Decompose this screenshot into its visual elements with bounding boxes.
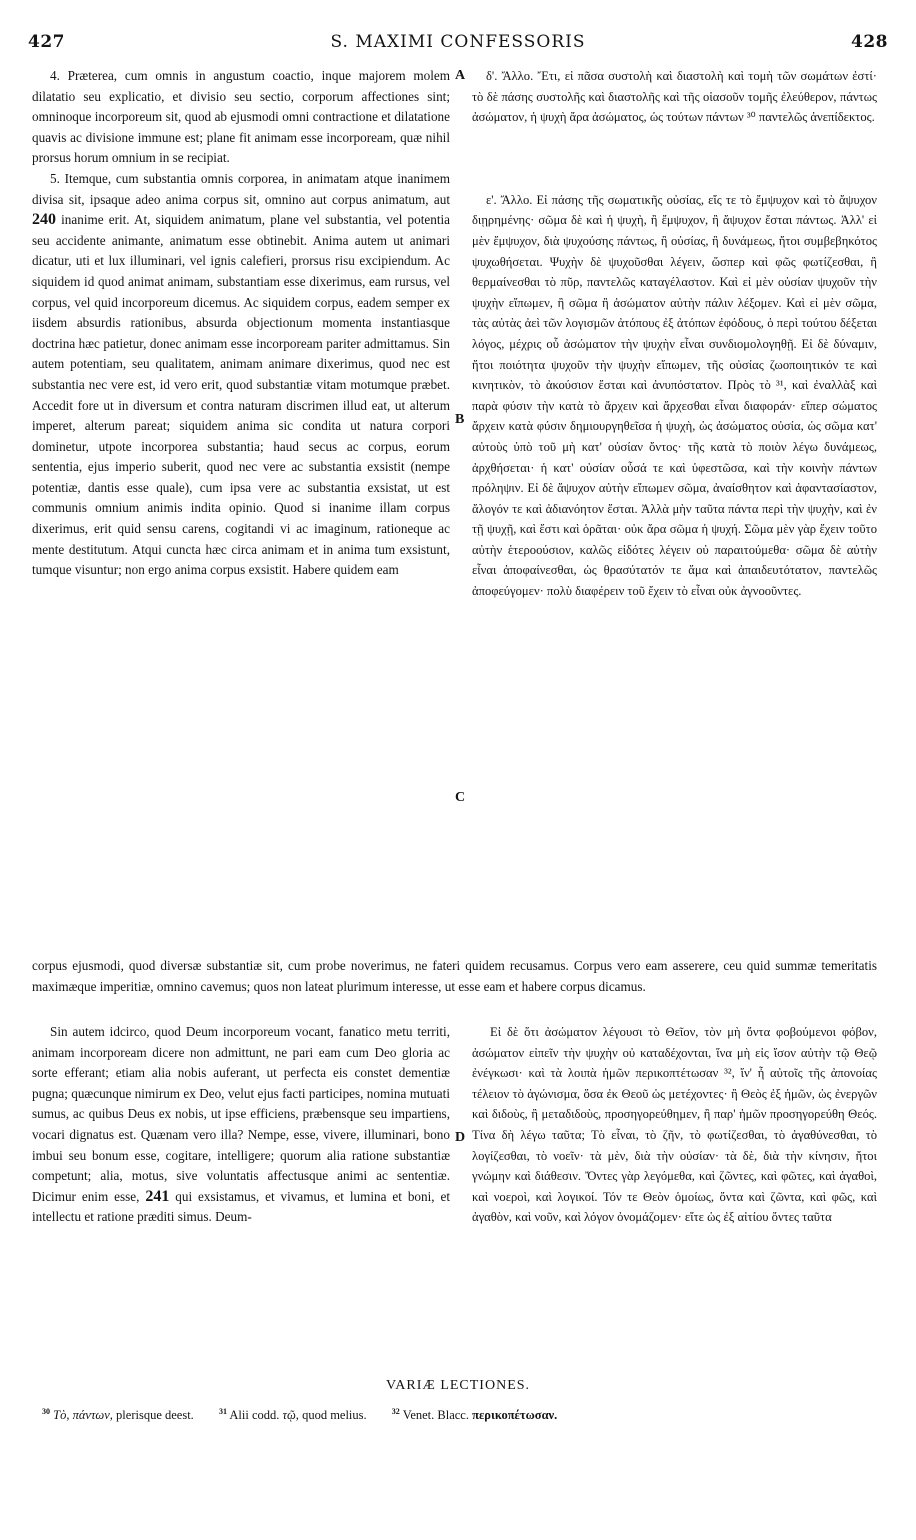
latin-paragraph-4: 4. Præterea, cum omnis in angustum coactio, inque majorem molem dilatatio seu explicatio, et divisio seu sectio, corporum affectiones sint; omninoque incorporeum sit, quod ab ejusmodi omni contractione et dilatatione quavis ac divisione immune est; plane fit animam esse incorpoream, quæ nihil prorsus horum omnium in se recipiat. <box>32 68 450 166</box>
greek-column-top <box>472 66 877 602</box>
note-31-number: 31 <box>218 1407 227 1416</box>
greek-paragraph-5: ε'. Ἄλλο. Εἰ πάσης τῆς σωματικῆς οὐσίας, εἴς τε τὸ ἔμψυχον καὶ τὸ ἄψυχον διῃρημένης· σῶμα δὲ καὶ ἡ ψυχὴ, ἢ ἔμψυχον, ἢ ἄψυχον ἔσται πάντως. Ἀλλ' εἰ μὲν ἔμψυχον, διὰ ψυχούσης πάντως, ἢ οὐσίας, ἢ δυνάμεως, ἤτοι συμβεβηκότος ψυχωθήσεται. Ψυχὴν δὲ ψυχοῦσθαι λέγειν, ὥσπερ καὶ φῶς φωτίζεσθαι, ἢ θερμαίνεσθαι τὸ πῦρ, παντελῶς καταγέλαστον. Καὶ εἰ μὲν οὐσίαν ψυχοῦν τὴν ψυχὴν εἴπωμεν, ἢ σῶμα ἢ ἀσώματον αὐτὴν πάλιν λέξομεν. Καὶ εἰ μὲν σῶμα, τὰς αὐτὰς ἀεὶ τῶν λογισμῶν ἀτόπους ἐξ ἀτόπων ἐφόδους, ὁ περὶ τούτου δέξεται λόγος, μέχρις οὗ ἀσώματον τὴν ψυχὴν εἶναι συνδιομολογηθῇ. Εἰ δὲ δύναμιν, ἤτοι ποιότητα ψυχοῦν τὴν ψυχὴν εἴπωμεν, τῆς οὐσίας ζωοποιητικόν τε καὶ κινητικὸν, τὸ ἀκούσιον ἔσται καὶ ἀνυπόστατον. Πρὸς τὸ ³¹, καὶ ἐναλλὰξ καὶ παρὰ φύσιν τὴν κατὰ τὸ ἄρχειν καὶ ἄρχεσθαι εἶναι διαφοράν· εἴπερ σώματος ἄρχειν κατὰ φύσιν δημιουργηθεῖσα ἡ ψυχὴ, ὡς ἀσώματος οὐσία, ὡς σῶμα κατ' αὐτοὺς ὑπὸ τοῦ μὴ κατ' οὐσίαν ὄντος· τῆς κατὰ τὸ ποιὸν λέγω δυνάμεως, ἀρχθήσεται· ἡ κατ' οὐσίαν οὖσά τε καὶ ὑφεστῶσα, καὶ τὴν κοινὴν πάντων πρόληψιν. Εἰ δὲ ἄψυχον αὐτὴν εἴπωμεν σῶμα, ἀναίσθητον καὶ ἀφαντασίαστον, ἄλογόν τε καὶ ἀδιανόητον ἔσται. Ἀλλὰ μὴν ταῦτα πάντα περὶ τὴν ψυχὴν, καὶ ἐν τῇ ψυχῇ, καὶ ἔστι καὶ ὁρᾶται· οὐκ ἄρα σῶμα ἡ ψυχή. Σῶμα μὲν γὰρ ἔχειν τοῦτο αὐτὴν ἑτεροούσιον, καλῶς εἰδότες λέγειν οὐ παραιτούμεθα· σῶμα δὲ αὐτὴν εἶναι ἀποφαίνεσθαι, ὡς θρασύτατόν τε ἅμα καὶ ἀπαιδευτότατον, παντελῶς ἀποφεύγομεν· πολὺ διαφέρειν τοῦ ἔχειν τὸ εἶναι οὐκ ἀγνοοῦντες. <box>472 192 877 599</box>
page-number-left: 427 <box>28 32 65 52</box>
greek-paragraph-6: Εἰ δὲ ὅτι ἀσώματον λέγουσι τὸ Θεῖον, τὸν μὴ ὄντα φοβούμενοι φόβον, ἀσώματον εἰπεῖν τὴν ψυχὴν οὐ καταδέχονται, ἵνα μὴ εἰς ἴσον αὐτὴν τῷ Θεῷ ἐνέγκωσι· καὶ τὰ λοιπὰ ἡμῶν περικοπτέτωσαν ³², ἵν' ἦ αὐτοῖς τῆς ἀπονοίας τέλειον τὸ ἀγώνισμα, ὅσα ἐκ Θεοῦ ὡς μετέχοντες· ἢ Θεὸς ἐξ ἡμῶν, ὡς ἐνεργῶν καὶ διδοὺς, ἢ μεταδιδοὺς, προσηγορεύθημεν, ἢ παρ' ἡμῶν προσηγορεύθη Θεός. Τίνα δὴ λέγω ταῦτα; Τὸ εἶναι, τὸ ζῆν, τὸ φωτίζεσθαι, τὸ ἀγαθύνεσθαι, τὸ λογίζεσθαι, τὸ νοεῖν· τὰ μὲν, διὰ τὴν οὐσίαν· τὰ δὲ, διὰ τὴν κίνησιν, ἤτοι γνώμην καὶ διάθεσιν. Ὄντες γὰρ λεγόμεθα, καὶ ζῶντες, καὶ φῶτες, καὶ ἀγαθοὶ, καὶ νοεροὶ, καὶ λογικοί. Τόν τε Θεὸν ὁμοίως, ὄντα καὶ ζῶντα, καὶ φῶς, καὶ ἀγαθὸν, καὶ νοῦν, καὶ λόγον ὀνομάζομεν· εἴτε ὡς ἐξ αἰτίου ὄντες ταῦτα <box>472 1025 877 1225</box>
margin-letter-c: C <box>455 790 466 805</box>
latin-paragraph-5-a: 5. Itemque, cum substantia omnis corporea, in animatam atque inanimem divisa sit, ipsaque adeo anima corpus sit, omnino aut corpus animatum, aut <box>32 170 450 207</box>
note-32-text: Venet. Blacc. <box>402 1408 469 1423</box>
migne-column-number-240: 240 <box>32 211 56 229</box>
latin-column-bottom <box>32 1022 450 1228</box>
note-30 <box>42 1408 194 1422</box>
note-32 <box>392 1408 557 1422</box>
note-32-number: 32 <box>391 1407 400 1416</box>
running-title: S. MAXIMI CONFESSORIS <box>330 32 586 52</box>
latin-paragraph-5-b: inanime erit. At, siquidem animatum, plane vel substantia, vel potentia seu accidente animante, animatum esse obtinebit. Anima autem ut animari dicatur, uti et lux illuminari, vel ignis calefieri, prorsus risu excipiendum. Ac siquidem id quod animat animam, substantiam esse dixerimus, eam rursus, vel corpus, vel quid incorporeum dicemus. Ac siquidem corpus, eadem semper ex iisdem absurdis rationibus, absurda objectionum momenta instantiasque doctrina hæc patietur, donec animam esse incorpoream pariter admittamus. Sin autem potentiam, seu qualitatem, animam animare dixerimus, quod nec est substantia nec vere est, id vero erit, quod substantiæ vitam motumque præbet. Accedit fore ut in diversum et contra naturam discrimen illud eat, ut alterum imperet, alterum pareat; siquidem anima sic condita ut natura corpori dominetur, utpote incorporea substantia; haud secus ac corpus, eorum sententia, ejus imperio suberit, quod nec vere ac substantia exsistit (nempe potentiæ, dantis esse quale), cum ipsa vere ac substantia exsistat, ut est communis omnium animis indita opinio. Quod si inanime illam corpus dixerimus, erit quid sensu carens, cogitandi vi ac imaginum, rationeque ac mente destitutum. Atqui cuncta hæc circa animam et in anima tum exsistunt, tumque visuntur; non ergo anima corpus exsistit. Habere quidem eam <box>32 212 450 578</box>
greek-paragraph-4: δ'. Ἄλλο. Ἔτι, εἰ πᾶσα συστολὴ καὶ διαστολὴ καὶ τομὴ τῶν σωμάτων ἐστί· τὸ δὲ πάσης συστολῆς καὶ διαστολῆς καὶ τῆς οἱασοῦν τομῆς ἐλεύθερον, πάντως ἀσώματον, ἡ ψυχὴ ἄρα ἀσώματος, ὡς τούτων πάντων ³⁰ παντελῶς ἀνεπίδεκτος. <box>472 69 877 125</box>
note-31 <box>219 1408 367 1422</box>
note-30-text: plerisque deest. <box>116 1408 194 1423</box>
variant-readings <box>42 1402 882 1425</box>
latin-paragraph-5 <box>32 169 450 581</box>
margin-letter-a: A <box>455 68 466 83</box>
margin-letter-d: D <box>455 1130 466 1145</box>
greek-column-bottom <box>472 1022 877 1228</box>
note-32-greek: περικοπέτωσαν. <box>472 1408 558 1423</box>
latin-paragraph-6-a: Sin autem idcirco, quod Deum incorporeum vocant, fanatico metu territi, animam incorpoream dicere non admittunt, ne pari eam cum Deo gloria ac sorte efferant; etiam alia nobis auferant, ut perfecta eis constet dementiæ pugna; quæcunque nimirum ex Deo, velut ejus facti participes, nomina mutuati sumus, ac quibus Deus ex nobis, ut ipse efficiens, præbensque seu impartiens, vocari dignatus est. Quænam vero illa? Nempe, esse, vivere, illuminari, bono imbui seu bonum esse, cogitare, intelligere; quorum alia ratione substantiæ competunt; alia, motus, sive voluntatis affectusque animi ac sententiæ. Dicimur enim esse, <box>32 1024 450 1204</box>
note-31-text-a: Alii codd. <box>229 1408 280 1423</box>
latin-full-width-lines: corpus ejusmodi, quod diversæ substantiæ sit, cum probe noverimus, ne fateri quidem recusamus. Corpus vero eam asserere, ceu quid summæ temeritatis maximæque imperitiæ, omnino cavemus; quos non lateat plurimum interesse, ut esse eam et habere corpus dicamus. <box>32 958 877 994</box>
latin-paragraph-6 <box>32 1022 450 1228</box>
greek-spacer <box>472 128 877 190</box>
migne-column-number-241: 241 <box>145 1187 170 1205</box>
page-number-right: 428 <box>851 32 888 52</box>
variae-lectiones-title: VARIÆ LECTIONES. <box>385 1378 531 1393</box>
note-30-number: 30 <box>42 1407 50 1416</box>
note-31-greek: τῷ, <box>282 1408 299 1423</box>
latin-column-top <box>32 66 450 581</box>
note-30-greek: Τὸ, πάντων, <box>53 1408 113 1423</box>
note-31-text-b: quod melius. <box>302 1408 367 1423</box>
running-header <box>28 32 888 58</box>
margin-letter-b: B <box>455 412 465 427</box>
latin-paragraph-6-b: qui exsistamus, et vivamus, et lumina et boni, et intellectu et ratione præditi simus. Deum- <box>32 1188 451 1225</box>
